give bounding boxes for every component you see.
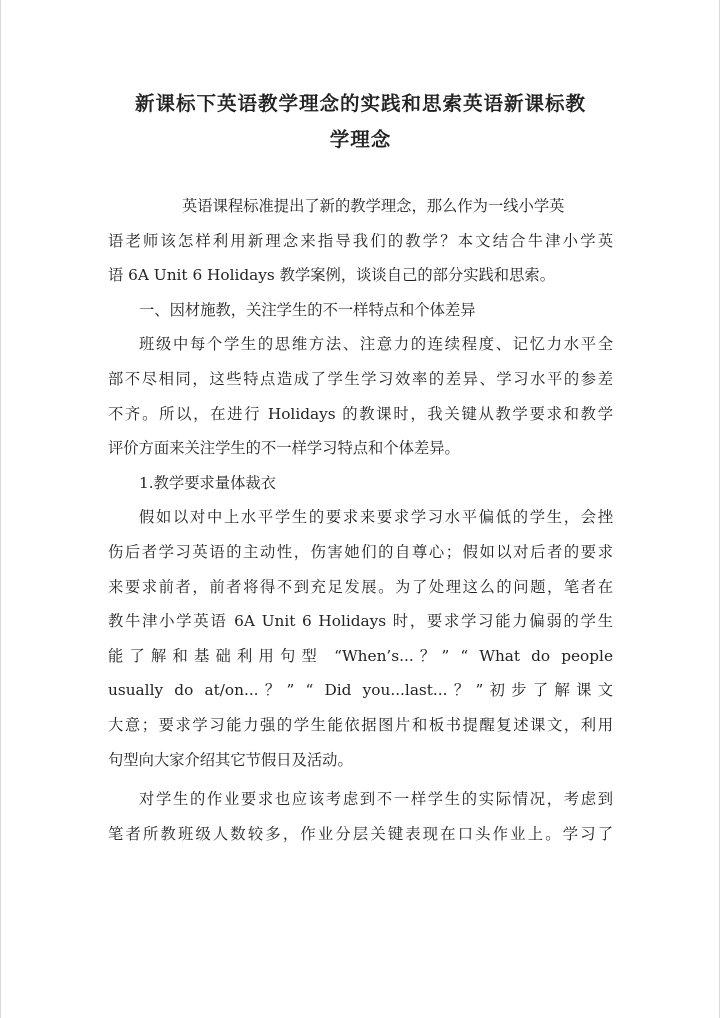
paragraph-line: 评价方面来关注学生的不一样学习特点和个体差异。 (108, 439, 460, 458)
paragraph-line: 来要求前者，前者将得不到充足发展。为了处理这么的问题，笔者在 (108, 577, 613, 596)
section-heading: 一、因材施教，关注学生的不一样特点和个体差异 (139, 300, 476, 319)
page-edge-left (0, 0, 1, 1018)
paragraph-line: usually do at/on...？” “ Did you...last...？”初步了解课文 (108, 681, 613, 700)
paragraph-line: 英语课程标准提出了新的教学理念，那么作为一线小学英 (182, 197, 565, 215)
document-title (108, 86, 613, 158)
paragraph-line: 伤后者学习英语的主动性，伤害她们的自尊心；假如以对后者的要求 (108, 542, 613, 561)
paragraph-line: 能了解和基础利用句型 “When’s...？” “ What do people (108, 646, 613, 665)
paragraph-line: 大意；要求学习能力强的学生能依据图片和板书提醒复述课文，利用 (108, 715, 613, 734)
paragraph-line: 不齐。所以，在进行 Holidays 的教课时，我关键从教学要求和教学 (108, 404, 613, 423)
paragraph-line: 假如以对中上水平学生的要求来要求学习水平偏低的学生，会挫 (139, 508, 613, 527)
document-page (108, 86, 613, 851)
paragraph-line: 笔者所教班级人数较多，作业分层关键表现在口头作业上。学习了 (108, 824, 613, 843)
subsection-heading: 1.教学要求量体裁衣 (139, 473, 276, 492)
paragraph-line: 教牛津小学英语 6A Unit 6 Holidays 时，要求学习能力偏弱的学生 (108, 612, 613, 631)
title-line-1: 新课标下英语教学理念的实践和思索英语新课标教 (134, 92, 586, 115)
paragraph-line: 对学生的作业要求也应该考虑到不一样学生的实际情况，考虑到 (139, 790, 613, 809)
paragraph-line: 语老师该怎样利用新理念来指导我们的教学？本文结合牛津小学英 (108, 231, 613, 250)
paragraph-line: 句型向大家介绍其它节假日及活动。 (108, 750, 353, 769)
paragraph-line: 语 6A Unit 6 Holidays 教学案例，谈谈自己的部分实践和思索。 (108, 266, 555, 285)
paragraph-line: 班级中每个学生的思维方法、注意力的连续程度、记忆力水平全 (139, 335, 613, 354)
paragraph-line: 部不尽相同，这些特点造成了学生学习效率的差异、学习水平的参差 (108, 369, 613, 388)
title-line-2: 学理念 (329, 128, 392, 151)
